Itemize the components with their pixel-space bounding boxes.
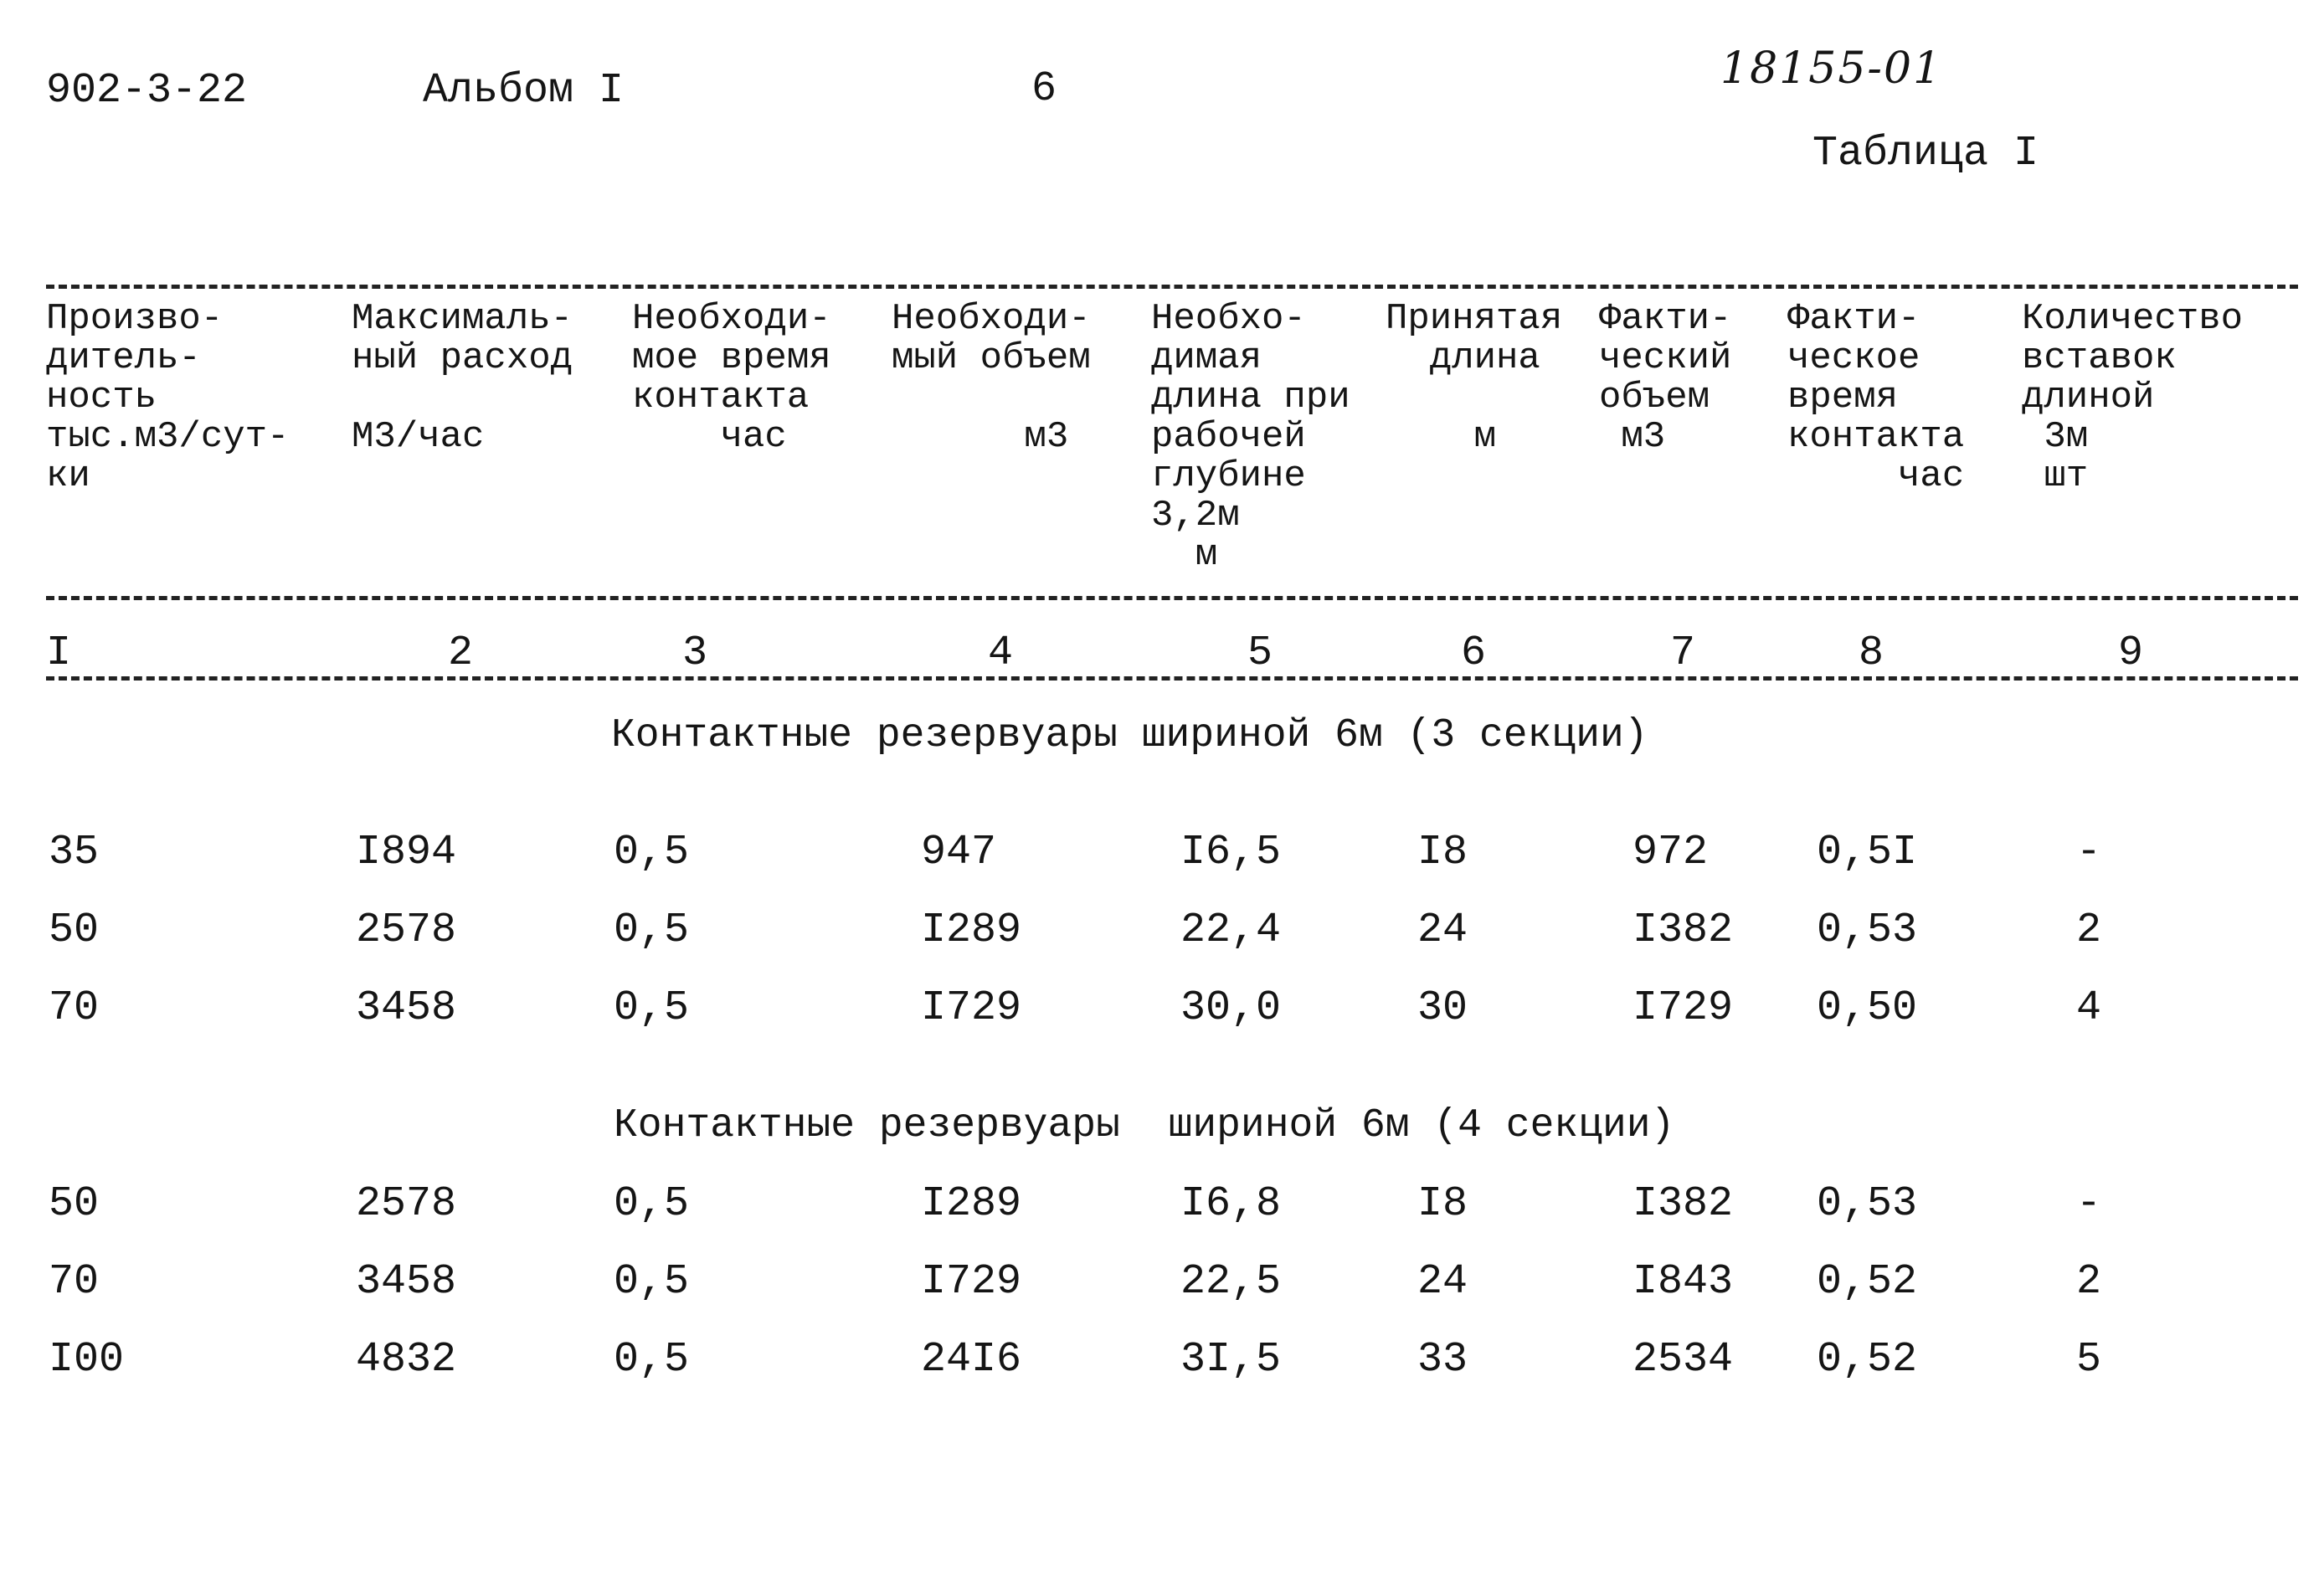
table-cell: 24 [1417, 907, 1468, 954]
table-cell: 3I,5 [1180, 1336, 1282, 1384]
column-header-4: Необходи- мый объем м3 [892, 298, 1091, 458]
table-cell: I843 [1632, 1258, 1734, 1306]
table-cell: 2 [2076, 1258, 2102, 1306]
table-cell: 0,5 [614, 1258, 690, 1306]
table-cell: I729 [921, 1258, 1022, 1306]
column-number: I [46, 629, 72, 677]
table-cell: 2578 [356, 1180, 457, 1228]
table-row [0, 1180, 2324, 1239]
table-row [0, 984, 2324, 1043]
table-cell: 30 [1417, 984, 1468, 1032]
table-cell: 0,5 [614, 1180, 690, 1228]
table-cell: 0,5 [614, 984, 690, 1032]
header-top-rule [46, 285, 2298, 289]
table-cell: I6,8 [1180, 1180, 1282, 1228]
table-cell: 3458 [356, 984, 457, 1032]
table-cell: 0,52 [1817, 1336, 1918, 1384]
column-header-3: Необходи- мое время контакта час [632, 298, 831, 458]
table-cell: 0,5 [614, 829, 690, 876]
table-cell: 2534 [1632, 1336, 1734, 1384]
table-cell: 3458 [356, 1258, 457, 1306]
table-cell: 30,0 [1180, 984, 1282, 1032]
column-number: 9 [2118, 629, 2144, 677]
table-cell: 0,50 [1817, 984, 1918, 1032]
table-cell: I6,5 [1180, 829, 1282, 876]
table-cell: I729 [1632, 984, 1734, 1032]
column-header-1: Произво- дитель- ность тыс.м3/сут- ки [46, 298, 290, 497]
table-cell: 972 [1632, 829, 1709, 876]
table-cell: 0,53 [1817, 1180, 1918, 1228]
table-cell: 4 [2076, 984, 2102, 1032]
table-cell: 22,4 [1180, 907, 1282, 954]
table-cell: 2 [2076, 907, 2102, 954]
page-number: 6 [1031, 65, 1057, 113]
table-cell: I382 [1632, 1180, 1734, 1228]
column-number: 8 [1859, 629, 1884, 677]
column-header-9: Количество вставок длиной 3м шт [2022, 298, 2244, 497]
table-cell: - [2076, 829, 2102, 876]
column-header-2: Максималь- ный расход М3/час [352, 298, 573, 458]
table-cell: 947 [921, 829, 997, 876]
table-cell: 0,5 [614, 907, 690, 954]
table-cell: I289 [921, 1180, 1022, 1228]
table-cell: 22,5 [1180, 1258, 1282, 1306]
table-cell: 2578 [356, 907, 457, 954]
handwritten-code: 18155-01 [1720, 44, 1943, 94]
column-number: 7 [1670, 629, 1696, 677]
table-title: Таблица I [1812, 130, 2039, 177]
header-bottom-rule [46, 596, 2298, 600]
table-cell: 4832 [356, 1336, 457, 1384]
album-label: Альбом I [423, 67, 625, 115]
table-cell: 0,52 [1817, 1258, 1918, 1306]
table-cell: 35 [49, 829, 100, 876]
table-cell: I289 [921, 907, 1022, 954]
table-row [0, 1336, 2324, 1395]
table-cell: 33 [1417, 1336, 1468, 1384]
table-row [0, 829, 2324, 887]
section-title: Контактные резервуары шириной 6м (4 секции) [614, 1103, 1675, 1148]
table-cell: I8 [1417, 829, 1468, 876]
table-cell: I894 [356, 829, 457, 876]
table-cell: 70 [49, 984, 100, 1032]
table-cell: 50 [49, 907, 100, 954]
table-cell: I729 [921, 984, 1022, 1032]
table-cell: I382 [1632, 907, 1734, 954]
table-cell: 0,5 [614, 1336, 690, 1384]
column-number-rule [46, 676, 2298, 681]
table-row [0, 907, 2324, 965]
column-number: 2 [448, 629, 474, 677]
column-number: 3 [682, 629, 708, 677]
column-number: 4 [988, 629, 1014, 677]
column-number: 6 [1461, 629, 1487, 677]
table-cell: 50 [49, 1180, 100, 1228]
column-header-7: Факти- ческий объем м3 [1599, 298, 1732, 458]
column-header-6: Принятая длина м [1386, 298, 1563, 458]
table-cell: 0,53 [1817, 907, 1918, 954]
column-header-8: Факти- ческое время контакта час [1787, 298, 1965, 497]
table-cell: I8 [1417, 1180, 1468, 1228]
table-cell: - [2076, 1180, 2102, 1228]
table-cell: 24I6 [921, 1336, 1022, 1384]
table-cell: 70 [49, 1258, 100, 1306]
document-code: 902-3-22 [46, 67, 248, 115]
table-cell: 5 [2076, 1336, 2102, 1384]
table-cell: I00 [49, 1336, 125, 1384]
table-cell: 0,5I [1817, 829, 1918, 876]
section-title: Контактные резервуары шириной 6м (3 секции) [611, 713, 1648, 758]
table-row [0, 1258, 2324, 1317]
table-cell: 24 [1417, 1258, 1468, 1306]
column-number: 5 [1247, 629, 1273, 677]
column-header-5: Необхо- димая длина при рабочей глубине 3,2м м [1151, 298, 1350, 576]
